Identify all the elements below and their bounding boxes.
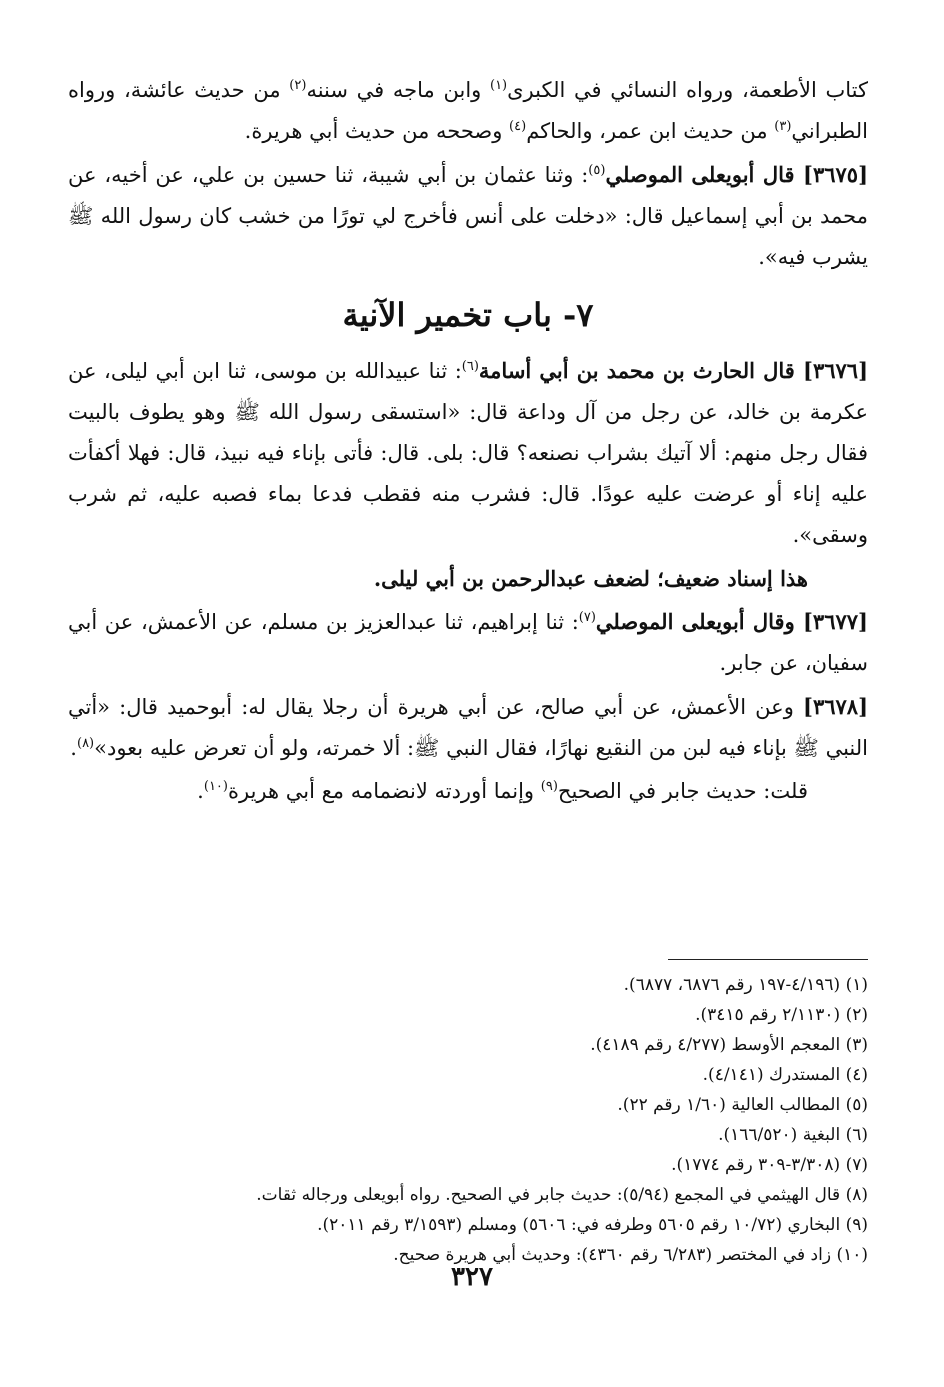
text-run: وصححه من حديث أبي هريرة. <box>244 119 510 143</box>
hadith-reference: [٣٦٧٧] وقال أبويعلى الموصلي <box>595 609 868 634</box>
footnote-separator <box>668 959 868 960</box>
hadith-3678 <box>68 686 868 769</box>
hadith-text: : ثنا إبراهيم، ثنا عبدالعزيز بن مسلم، عن الأعمش، عن أبي سفيان، عن جابر. <box>68 610 868 675</box>
hadith-3677 <box>68 601 868 684</box>
hadith-3675 <box>68 154 868 278</box>
footnote-2: (٢) (٢/١١٣٠ رقم ٣٤١٥). <box>695 1005 868 1025</box>
footnote-3: (٣) المعجم الأوسط (٤/٢٧٧ رقم ٤١٨٩). <box>590 1035 868 1055</box>
hadith-text: : ثنا عبيدالله بن موسى، ثنا ابن أبي ليلى، عن عكرمة بن خالد، عن رجل من آل وداعة قال: «استسقى رسول الله ﷺ وهو يطوف بالبيت فقال رجل منهم: ألا آتيك بشراب نصنعه؟ قال: بلى. قال: فأتى بإناء فيه نبيذ، قال: فهلا أكفأت عليه إناء أو عرضت عليه عودًا. قال: فشرب منه فقطب فدعا بماء فصبه عليه، ثم شرب وسقى». <box>68 359 868 547</box>
footnote-4: (٤) المستدرك (٤/١٤١). <box>702 1065 868 1085</box>
hadith-3676 <box>68 350 868 556</box>
footnote-marker: (٢) <box>289 78 307 93</box>
footnote-marker: (١) <box>489 78 508 93</box>
footnote-marker: (٦) <box>461 359 479 374</box>
main-text <box>68 70 868 814</box>
hadith-reference: [٣٦٧٨] <box>803 694 868 719</box>
author-comment <box>68 771 868 812</box>
text-run: كتاب الأطعمة، ورواه النسائي في الكبرى <box>507 78 868 102</box>
chapter-title: ٧- باب تخمير الآنية <box>342 296 594 334</box>
hadith-text: وعن الأعمش، عن أبي صالح، عن أبي هريرة أن رجلا يقال له: أبوحميد قال: «أتي النبي ﷺ بإناء فيه لبن من النقيع نهارًا، فقال النبي ﷺ: ألا خمرته، ولو أن تعرض عليه بعود» <box>68 695 868 760</box>
footnote-marker: (٤) <box>509 119 527 134</box>
text-run: من حديث ابن عمر، والحاكم <box>526 119 775 143</box>
footnote-marker: (١٠) <box>203 779 228 794</box>
paragraph-1 <box>68 70 868 152</box>
hadith-text: : وثنا عثمان بن أبي شيبة، ثنا حسين بن علي، عن أخيه، عن محمد بن أبي إسماعيل قال: «دخلت على أنس فأخرج لي تورًا من خشب كان رسول الله ﷺ يشرب فيه». <box>68 163 868 269</box>
footnote-6: (٦) البغية (١٦٦/٥٢٠). <box>718 1125 868 1145</box>
footnote-marker: (٨) <box>76 736 95 751</box>
text-run: . <box>197 779 204 803</box>
text-run: وإنما أوردته لانضمامه مع أبي هريرة <box>227 779 541 803</box>
footnotes <box>68 970 868 1270</box>
isnad-grading: هذا إسناد ضعيف؛ لضعف عبدالرحمن بن أبي ليلى. <box>373 566 808 591</box>
footnote-7: (٧) (٣/٣٠٨-٣٠٩ رقم ١٧٧٤). <box>671 1155 868 1175</box>
footnote-1: (١) (٤/١٩٦-١٩٧ رقم ٦٨٧٦، ٦٨٧٧). <box>623 975 868 995</box>
hadith-reference: [٣٦٧٦] قال الحارث بن محمد بن أبي أسامة <box>478 358 868 383</box>
page-number: ٣٢٧ <box>451 1262 493 1292</box>
footnote-marker: (٥) <box>588 163 606 178</box>
footnote-marker: (٧) <box>578 610 596 625</box>
text-run: وابن ماجه في سننه <box>306 78 490 102</box>
text-run: . <box>70 736 77 760</box>
footnote-marker: (٩) <box>540 779 558 794</box>
footnote-8: (٨) قال الهيثمي في المجمع (٥/٩٤): حديث جابر في الصحيح. رواه أبويعلى ورجاله ثقات. <box>256 1185 868 1205</box>
text-run: قلت: حديث جابر في الصحيح <box>557 779 808 803</box>
footnote-5: (٥) المطالب العالية (١/٦٠ رقم ٢٢). <box>617 1095 868 1115</box>
hadith-reference: [٣٦٧٥] قال أبويعلى الموصلي <box>605 162 868 187</box>
footnote-marker: (٣) <box>774 119 792 134</box>
footnote-10: (١٠) زاد في المختصر (٦/٢٨٣ رقم ٤٣٦٠): وحديث أبي هريرة صحيح. <box>393 1245 868 1265</box>
text-run: من حديث عائشة، ورواه الطبراني <box>68 78 868 143</box>
footnote-9: (٩) البخاري (١٠/٧٢ رقم ٥٦٠٥ وطرفه في: ٥٦٠٦) ومسلم (٣/١٥٩٣ رقم ٢٠١١). <box>317 1215 868 1235</box>
